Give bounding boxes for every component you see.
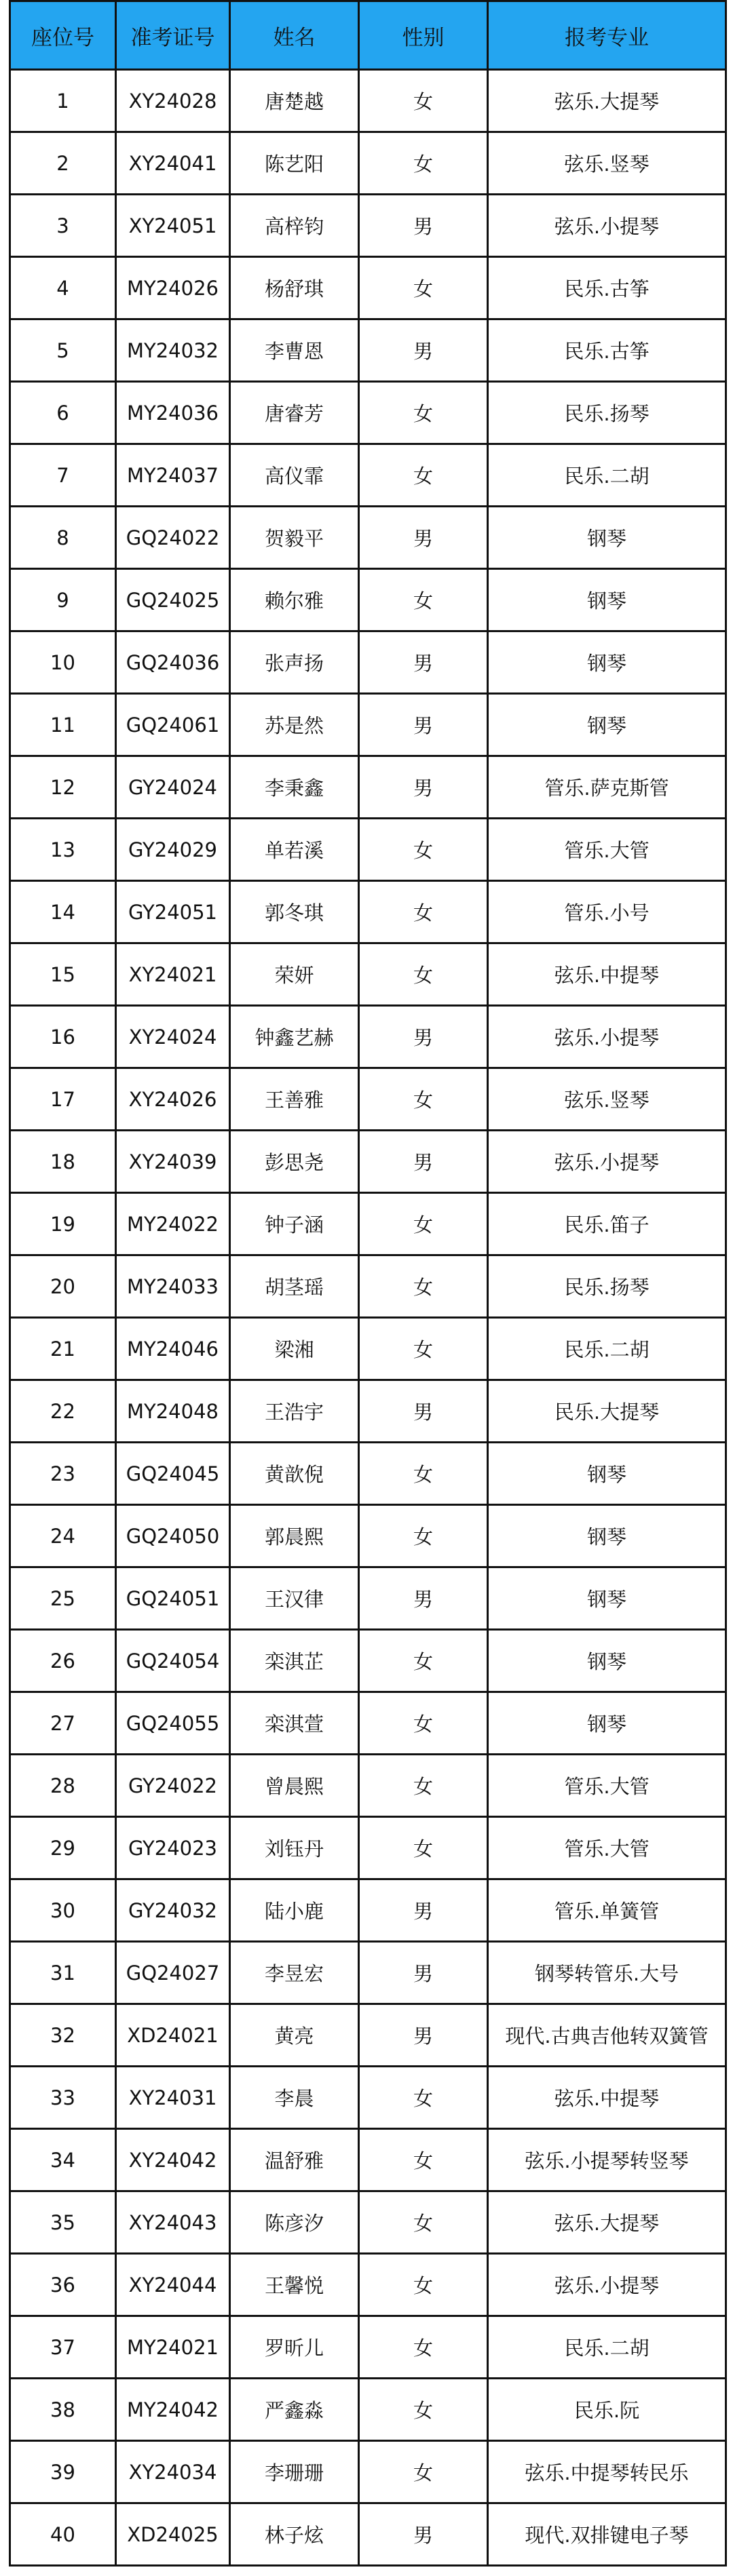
admission-number-cell: GQ24051: [116, 1567, 230, 1630]
name-cell: 罗昕儿: [230, 2316, 359, 2379]
major-cell: 民乐.古筝: [488, 319, 726, 382]
table-row: [10, 1006, 726, 1068]
name-cell: 栾淇芷: [230, 1630, 359, 1692]
seat-number-cell: 21: [10, 1318, 116, 1380]
table-row: [10, 881, 726, 943]
gender-cell: 女: [359, 819, 488, 881]
seat-number-cell: 27: [10, 1692, 116, 1755]
major-cell: 民乐.大提琴: [488, 1380, 726, 1443]
seat-number-cell: 24: [10, 1505, 116, 1567]
name-cell: 唐睿芳: [230, 382, 359, 444]
name-cell: 李昱宏: [230, 1942, 359, 2004]
major-cell: 弦乐.中提琴: [488, 2067, 726, 2129]
name-cell: 高梓钧: [230, 195, 359, 257]
admission-number-cell: GQ24061: [116, 694, 230, 756]
major-cell: 管乐.大管: [488, 1755, 726, 1817]
header-row: [10, 1, 726, 70]
admission-number-cell: GQ24027: [116, 1942, 230, 2004]
major-cell: 钢琴: [488, 631, 726, 694]
gender-cell: 女: [359, 569, 488, 631]
table-row: [10, 631, 726, 694]
major-cell: 弦乐.小提琴: [488, 1006, 726, 1068]
name-cell: 刘钰丹: [230, 1817, 359, 1879]
table-row: [10, 1193, 726, 1255]
gender-cell: 女: [359, 2316, 488, 2379]
name-cell: 胡茎瑶: [230, 1255, 359, 1318]
major-cell: 现代.双排键电子琴: [488, 2503, 726, 2566]
table-row: [10, 2379, 726, 2441]
table-row: [10, 1380, 726, 1443]
name-cell: 郭晨熙: [230, 1505, 359, 1567]
header-admission-number: 准考证号: [116, 1, 230, 70]
seat-number-cell: 8: [10, 507, 116, 569]
seat-number-cell: 37: [10, 2316, 116, 2379]
seat-number-cell: 19: [10, 1193, 116, 1255]
gender-cell: 男: [359, 1942, 488, 2004]
admission-number-cell: GY24024: [116, 756, 230, 819]
name-cell: 单若溪: [230, 819, 359, 881]
admission-number-cell: XY24031: [116, 2067, 230, 2129]
seat-number-cell: 29: [10, 1817, 116, 1879]
table-row: [10, 132, 726, 195]
gender-cell: 女: [359, 1193, 488, 1255]
name-cell: 温舒雅: [230, 2129, 359, 2191]
name-cell: 彭思尧: [230, 1131, 359, 1193]
gender-cell: 男: [359, 2503, 488, 2566]
name-cell: 林子炫: [230, 2503, 359, 2566]
table-row: [10, 2191, 726, 2254]
gender-cell: 女: [359, 1255, 488, 1318]
gender-cell: 女: [359, 1505, 488, 1567]
major-cell: 钢琴: [488, 1443, 726, 1505]
major-cell: 钢琴: [488, 1692, 726, 1755]
gender-cell: 女: [359, 1817, 488, 1879]
admission-number-cell: MY24022: [116, 1193, 230, 1255]
name-cell: 李珊珊: [230, 2441, 359, 2503]
gender-cell: 男: [359, 2004, 488, 2067]
admission-number-cell: XY24034: [116, 2441, 230, 2503]
seating-table: [9, 0, 727, 2567]
admission-number-cell: MY24048: [116, 1380, 230, 1443]
name-cell: 严鑫淼: [230, 2379, 359, 2441]
header-gender: 性别: [359, 1, 488, 70]
admission-number-cell: MY24046: [116, 1318, 230, 1380]
major-cell: 管乐.萨克斯管: [488, 756, 726, 819]
major-cell: 管乐.大管: [488, 1817, 726, 1879]
table-row: [10, 319, 726, 382]
admission-number-cell: XD24021: [116, 2004, 230, 2067]
gender-cell: 女: [359, 2067, 488, 2129]
admission-number-cell: XD24025: [116, 2503, 230, 2566]
name-cell: 曾晨熙: [230, 1755, 359, 1817]
table-row: [10, 257, 726, 319]
table-row: [10, 1505, 726, 1567]
seat-number-cell: 28: [10, 1755, 116, 1817]
gender-cell: 男: [359, 694, 488, 756]
name-cell: 李秉鑫: [230, 756, 359, 819]
name-cell: 黄歆倪: [230, 1443, 359, 1505]
admission-number-cell: GY24051: [116, 881, 230, 943]
gender-cell: 女: [359, 382, 488, 444]
seat-number-cell: 31: [10, 1942, 116, 2004]
table-row: [10, 2129, 726, 2191]
gender-cell: 女: [359, 1755, 488, 1817]
admission-number-cell: GQ24050: [116, 1505, 230, 1567]
name-cell: 荣妍: [230, 943, 359, 1006]
table-header: [10, 1, 726, 70]
table-row: [10, 1255, 726, 1318]
table-row: [10, 382, 726, 444]
major-cell: 民乐.扬琴: [488, 382, 726, 444]
major-cell: 钢琴: [488, 694, 726, 756]
gender-cell: 女: [359, 2254, 488, 2316]
gender-cell: 女: [359, 1630, 488, 1692]
name-cell: 贺毅平: [230, 507, 359, 569]
seat-number-cell: 14: [10, 881, 116, 943]
name-cell: 杨舒琪: [230, 257, 359, 319]
admission-number-cell: GQ24036: [116, 631, 230, 694]
gender-cell: 女: [359, 2379, 488, 2441]
gender-cell: 男: [359, 756, 488, 819]
header-name: 姓名: [230, 1, 359, 70]
seat-number-cell: 36: [10, 2254, 116, 2316]
gender-cell: 女: [359, 70, 488, 132]
gender-cell: 男: [359, 507, 488, 569]
table-row: [10, 1443, 726, 1505]
gender-cell: 女: [359, 1318, 488, 1380]
major-cell: 民乐.二胡: [488, 2316, 726, 2379]
admission-number-cell: MY24033: [116, 1255, 230, 1318]
admission-number-cell: XY24026: [116, 1068, 230, 1131]
gender-cell: 男: [359, 1879, 488, 1942]
table-row: [10, 195, 726, 257]
table-row: [10, 1068, 726, 1131]
major-cell: 民乐.阮: [488, 2379, 726, 2441]
admission-number-cell: MY24032: [116, 319, 230, 382]
gender-cell: 女: [359, 1443, 488, 1505]
gender-cell: 男: [359, 1380, 488, 1443]
seat-number-cell: 15: [10, 943, 116, 1006]
name-cell: 李晨: [230, 2067, 359, 2129]
seat-number-cell: 33: [10, 2067, 116, 2129]
major-cell: 弦乐.中提琴转民乐: [488, 2441, 726, 2503]
name-cell: 唐楚越: [230, 70, 359, 132]
name-cell: 钟子涵: [230, 1193, 359, 1255]
major-cell: 弦乐.竖琴: [488, 132, 726, 195]
name-cell: 赖尔雅: [230, 569, 359, 631]
major-cell: 钢琴: [488, 507, 726, 569]
gender-cell: 女: [359, 257, 488, 319]
name-cell: 苏是然: [230, 694, 359, 756]
name-cell: 黄亮: [230, 2004, 359, 2067]
admission-number-cell: GQ24022: [116, 507, 230, 569]
name-cell: 王善雅: [230, 1068, 359, 1131]
table-row: [10, 507, 726, 569]
name-cell: 梁湘: [230, 1318, 359, 1380]
name-cell: 王馨悦: [230, 2254, 359, 2316]
table-row: [10, 1755, 726, 1817]
gender-cell: 女: [359, 1068, 488, 1131]
seat-number-cell: 6: [10, 382, 116, 444]
admission-number-cell: XY24044: [116, 2254, 230, 2316]
name-cell: 王浩宇: [230, 1380, 359, 1443]
table-row: [10, 569, 726, 631]
seat-number-cell: 40: [10, 2503, 116, 2566]
seat-number-cell: 18: [10, 1131, 116, 1193]
admission-number-cell: XY24024: [116, 1006, 230, 1068]
table-row: [10, 756, 726, 819]
gender-cell: 男: [359, 1006, 488, 1068]
table-row: [10, 1131, 726, 1193]
seat-number-cell: 39: [10, 2441, 116, 2503]
major-cell: 民乐.扬琴: [488, 1255, 726, 1318]
admission-number-cell: XY24042: [116, 2129, 230, 2191]
table-row: [10, 943, 726, 1006]
name-cell: 陈艺阳: [230, 132, 359, 195]
major-cell: 民乐.古筝: [488, 257, 726, 319]
major-cell: 管乐.单簧管: [488, 1879, 726, 1942]
table-row: [10, 2503, 726, 2566]
admission-number-cell: GQ24054: [116, 1630, 230, 1692]
major-cell: 管乐.小号: [488, 881, 726, 943]
admission-number-cell: GQ24045: [116, 1443, 230, 1505]
table-row: [10, 694, 726, 756]
table-row: [10, 2254, 726, 2316]
major-cell: 弦乐.小提琴: [488, 2254, 726, 2316]
seat-number-cell: 9: [10, 569, 116, 631]
name-cell: 王汉律: [230, 1567, 359, 1630]
admission-number-cell: XY24028: [116, 70, 230, 132]
gender-cell: 男: [359, 195, 488, 257]
admission-number-cell: XY24043: [116, 2191, 230, 2254]
gender-cell: 女: [359, 444, 488, 507]
header-major: 报考专业: [488, 1, 726, 70]
major-cell: 钢琴: [488, 1630, 726, 1692]
name-cell: 张声扬: [230, 631, 359, 694]
major-cell: 钢琴: [488, 569, 726, 631]
table-row: [10, 444, 726, 507]
admission-number-cell: XY24041: [116, 132, 230, 195]
seat-number-cell: 30: [10, 1879, 116, 1942]
seat-number-cell: 12: [10, 756, 116, 819]
major-cell: 钢琴转管乐.大号: [488, 1942, 726, 2004]
seat-number-cell: 1: [10, 70, 116, 132]
admission-number-cell: MY24037: [116, 444, 230, 507]
name-cell: 钟鑫艺赫: [230, 1006, 359, 1068]
seat-number-cell: 34: [10, 2129, 116, 2191]
seat-number-cell: 20: [10, 1255, 116, 1318]
major-cell: 弦乐.中提琴: [488, 943, 726, 1006]
seat-number-cell: 2: [10, 132, 116, 195]
major-cell: 钢琴: [488, 1567, 726, 1630]
table-row: [10, 2067, 726, 2129]
gender-cell: 男: [359, 319, 488, 382]
seat-number-cell: 26: [10, 1630, 116, 1692]
major-cell: 弦乐.竖琴: [488, 1068, 726, 1131]
gender-cell: 女: [359, 132, 488, 195]
seat-number-cell: 23: [10, 1443, 116, 1505]
seat-number-cell: 38: [10, 2379, 116, 2441]
gender-cell: 男: [359, 1567, 488, 1630]
admission-number-cell: GY24029: [116, 819, 230, 881]
admission-number-cell: XY24051: [116, 195, 230, 257]
seat-number-cell: 4: [10, 257, 116, 319]
name-cell: 李曹恩: [230, 319, 359, 382]
admission-number-cell: GY24032: [116, 1879, 230, 1942]
seat-number-cell: 22: [10, 1380, 116, 1443]
table-row: [10, 1879, 726, 1942]
admission-number-cell: MY24021: [116, 2316, 230, 2379]
table-row: [10, 2004, 726, 2067]
admission-number-cell: XY24021: [116, 943, 230, 1006]
name-cell: 郭冬琪: [230, 881, 359, 943]
gender-cell: 女: [359, 2191, 488, 2254]
major-cell: 民乐.二胡: [488, 1318, 726, 1380]
gender-cell: 男: [359, 631, 488, 694]
seat-number-cell: 35: [10, 2191, 116, 2254]
major-cell: 弦乐.小提琴转竖琴: [488, 2129, 726, 2191]
admission-number-cell: GY24023: [116, 1817, 230, 1879]
header-seat-number: 座位号: [10, 1, 116, 70]
name-cell: 高仪霏: [230, 444, 359, 507]
gender-cell: 女: [359, 881, 488, 943]
name-cell: 陆小鹿: [230, 1879, 359, 1942]
table-row: [10, 819, 726, 881]
admission-number-cell: GQ24025: [116, 569, 230, 631]
seat-number-cell: 7: [10, 444, 116, 507]
table-row: [10, 1567, 726, 1630]
major-cell: 弦乐.小提琴: [488, 1131, 726, 1193]
seat-number-cell: 13: [10, 819, 116, 881]
major-cell: 民乐.笛子: [488, 1193, 726, 1255]
table-row: [10, 1630, 726, 1692]
admission-number-cell: GY24022: [116, 1755, 230, 1817]
admission-number-cell: XY24039: [116, 1131, 230, 1193]
table-row: [10, 1817, 726, 1879]
gender-cell: 女: [359, 943, 488, 1006]
name-cell: 栾淇萱: [230, 1692, 359, 1755]
major-cell: 弦乐.大提琴: [488, 2191, 726, 2254]
seat-number-cell: 10: [10, 631, 116, 694]
gender-cell: 女: [359, 2441, 488, 2503]
admission-number-cell: MY24026: [116, 257, 230, 319]
major-cell: 管乐.大管: [488, 819, 726, 881]
admission-number-cell: GQ24055: [116, 1692, 230, 1755]
table-body: [10, 70, 726, 2566]
seat-number-cell: 16: [10, 1006, 116, 1068]
admission-number-cell: MY24042: [116, 2379, 230, 2441]
table-row: [10, 1942, 726, 2004]
seat-number-cell: 3: [10, 195, 116, 257]
seat-number-cell: 17: [10, 1068, 116, 1131]
major-cell: 民乐.二胡: [488, 444, 726, 507]
name-cell: 陈彦汐: [230, 2191, 359, 2254]
seat-number-cell: 11: [10, 694, 116, 756]
gender-cell: 女: [359, 2129, 488, 2191]
table-row: [10, 70, 726, 132]
table-row: [10, 2441, 726, 2503]
table-row: [10, 1692, 726, 1755]
gender-cell: 女: [359, 1692, 488, 1755]
major-cell: 弦乐.大提琴: [488, 70, 726, 132]
major-cell: 现代.古典吉他转双簧管: [488, 2004, 726, 2067]
table-row: [10, 1318, 726, 1380]
major-cell: 弦乐.小提琴: [488, 195, 726, 257]
table-row: [10, 2316, 726, 2379]
seat-number-cell: 25: [10, 1567, 116, 1630]
major-cell: 钢琴: [488, 1505, 726, 1567]
seat-number-cell: 32: [10, 2004, 116, 2067]
seat-number-cell: 5: [10, 319, 116, 382]
gender-cell: 男: [359, 1131, 488, 1193]
admission-number-cell: MY24036: [116, 382, 230, 444]
